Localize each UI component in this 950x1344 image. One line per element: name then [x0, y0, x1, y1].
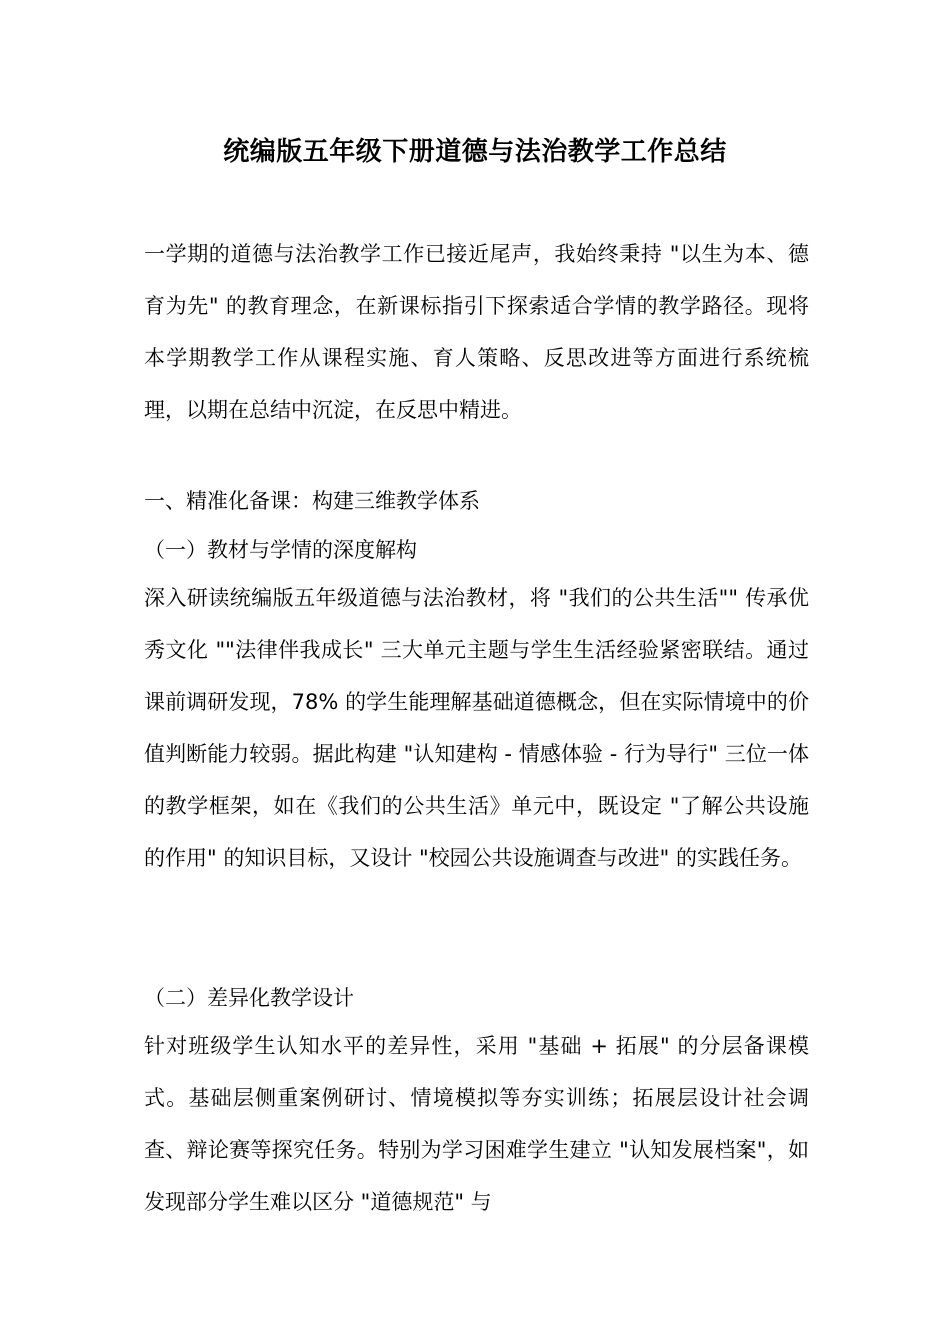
document-title: 统编版五年级下册道德与法治教学工作总结	[223, 137, 727, 167]
subsection-body-1: 深入研读统编版五年级道德与法治教材，将 "我们的公共生活"" 传承优秀文化 ""法律伴我成长" 三大单元主题与学生生活经验紧密联结。通过课前调研发现，78% 的学生能理解基础道德概念，但在实际情境中的价值判断能力较弱。据此构建 "认知建构 - 情感体验 - 行为导行" 三位一体的教学框架，如在《我们的公共生活》单元中，既设定 "了解公共设施的作用" 的知识目标，又设计 "校园公共设施调查与改进" 的实践任务。	[144, 586, 809, 870]
intro-paragraph: 一学期的道德与法治教学工作已接近尾声，我始终秉持 "以生为本、德育为先" 的教育理念，在新课标指引下探索适合学情的教学路径。现将本学期教学工作从课程实施、育人策略、反思改进等方面进行系统梳理，以期在总结中沉淀，在反思中精进。	[144, 242, 809, 422]
section-heading-1: 一、精准化备课：构建三维教学体系	[144, 489, 480, 513]
subsection-heading-2: （二）差异化教学设计	[144, 986, 354, 1010]
subsection-heading-1: （一）教材与学情的深度解构	[144, 538, 417, 562]
subsection-body-2: 针对班级学生认知水平的差异性，采用 "基础 + 拓展" 的分层备课模式。基础层侧重案例研讨、情境模拟等夯实训练；拓展层设计社会调查、辩论赛等探究任务。特别为学习困难学生建立 "认知发展档案"，如发现部分学生难以区分 "道德规范" 与	[144, 1034, 809, 1214]
